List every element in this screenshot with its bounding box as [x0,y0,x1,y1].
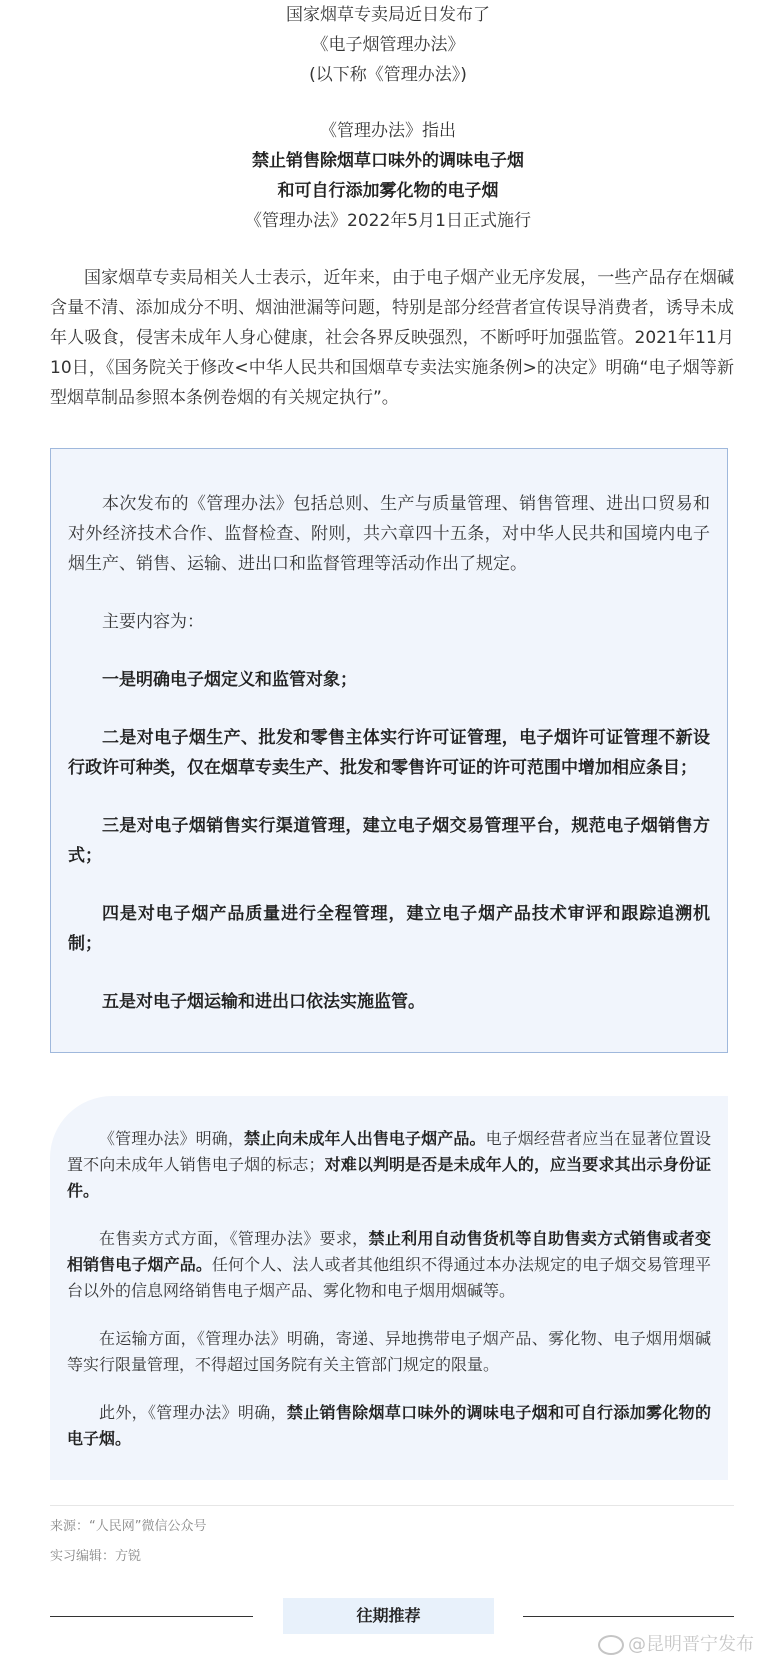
intro-line: (以下称《管理办法》) [309,65,467,85]
box-paragraph: 《管理办法》明确，禁止向未成年人出售电子烟产品。电子烟经营者应当在显著位置设置不向未成年人销售电子烟的标志；对难以判明是否是未成年人的，应当要求其出示身份证件。 [67,1129,711,1200]
box-paragraph: 本次发布的《管理办法》包括总则、生产与质量管理、销售管理、进出口贸易和对外经济技术合作、监督检查、附则，共六章四十五条，对中华人民共和国境内电子烟生产、销售、运输、进出口和监督管理等活动作出了规定。 [68,494,710,574]
box-paragraph: 在售卖方式方面，《管理办法》要求，禁止利用自动售货机等自助售卖方式销售或者变相销售电子烟产品。任何个人、法人或者其他组织不得通过本办法规定的电子烟交易管理平台以外的信息网络销售电子烟产品、雾化物和电子烟用烟碱等。 [67,1229,711,1300]
body-paragraph: 国家烟草专卖局相关人士表示，近年来，由于电子烟产业无序发展，一些产品存在烟碱含量不清、添加成分不明、烟油泄漏等问题，特别是部分经营者宣传误导消费者，诱导未成年人吸食，侵害未成年人身心健康，社会各界反映强烈，不断呼吁加强监管。2021年11月10日，《国务院关于修改<中华人民共和国烟草专卖法实施条例>的决定》明确“电子烟等新型烟草制品参照本条例卷烟的有关规定执行”。 [50,268,734,408]
intro-line: 《管理办法》2022年5月1日正式施行 [245,211,531,231]
key-point: 五是对电子烟运输和进出口依法实施监管。 [102,992,425,1012]
intro-line: 《电子烟管理办法》 [311,35,465,55]
key-point: 二是对电子烟生产、批发和零售主体实行许可证管理，电子烟许可证管理不新设行政许可种类，仅在烟草专卖生产、批发和零售许可证的许可范围中增加相应条目； [68,728,710,778]
box-paragraph: 在运输方面，《管理办法》明确，寄递、异地携带电子烟产品、雾化物、电子烟用烟碱等实行限量管理，不得超过国务院有关主管部门规定的限量。 [67,1329,711,1374]
intro-line: 《管理办法》指出 [320,121,456,141]
box-paragraph: 此外，《管理办法》明确，禁止销售除烟草口味外的调味电子烟和可自行添加雾化物的电子烟。 [67,1403,711,1448]
intro-headline: 和可自行添加雾化物的电子烟 [277,181,499,201]
key-point: 四是对电子烟产品质量进行全程管理，建立电子烟产品技术审评和跟踪追溯机制； [68,904,710,954]
intro-block [0,0,776,236]
regulation-box [50,1096,728,1480]
key-point: 三是对电子烟销售实行渠道管理，建立电子烟交易管理平台，规范电子烟销售方式； [68,816,710,866]
intro-line: 国家烟草专卖局近日发布了 [286,5,490,25]
divider-left [50,1616,253,1617]
recommend-link[interactable]: 往期推荐 [283,1598,494,1634]
weibo-icon [598,1635,624,1655]
editor-credit: 实习编辑：方锐 [50,1549,142,1564]
box-paragraph: 主要内容为： [102,612,204,632]
key-point: 一是明确电子烟定义和监管对象； [102,670,357,690]
intro-headline: 禁止销售除烟草口味外的调味电子烟 [252,151,524,171]
source-credit: 来源：“人民网”微信公众号 [50,1519,207,1534]
divider [50,1505,734,1506]
summary-box [50,448,728,1053]
weibo-watermark: @昆明晋宁发布 [598,1630,754,1656]
divider-right [523,1616,734,1617]
